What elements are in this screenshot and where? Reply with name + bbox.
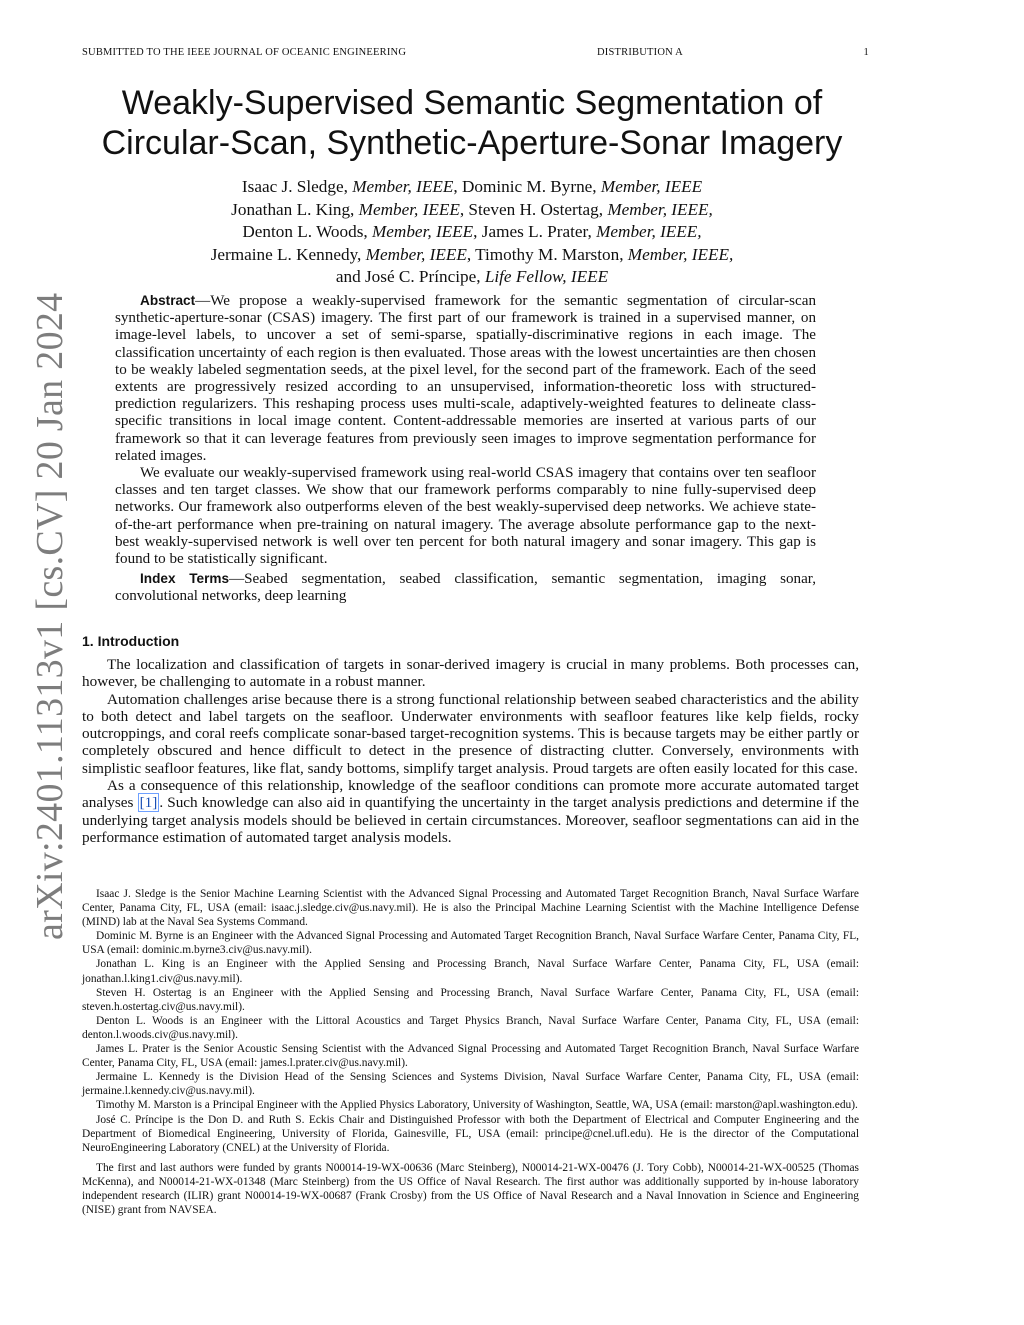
author-name: Jonathan L. King, <box>231 199 359 219</box>
index-terms-label: Index Terms <box>140 571 230 587</box>
body-paragraph: The localization and classification of targets in sonar-derived imagery is crucial in many problems. Both processes can, however, be challenging to automate in a robust manner. <box>82 656 859 691</box>
author-line <box>82 221 862 244</box>
abstract-text: —We propose a weakly-supervised framework for the semantic segmentation of circular-scan synthetic-aperture-sonar (CSAS) imagery. The first part of our framework is trained in a supervised manner, on image-level labels, to uncover a set of semi-sparse, spatially-discriminative regions in each image. The classification uncertainty of each region is then evaluated. Those areas with the lowest uncertainties are then chosen to be weakly labeled segmentation seeds, at the pixel level, for the second part of the framework. Each of the seed extents are progressively resized according to an unsupervised, information-theoretic loss with structured-prediction regularizers. This reshaping process uses multi-scale, adaptively-weighted features to delineate class-specific transitions in local image content. Content-addressable memories are inserted at various parts of our framework so that it can leverage features from previously seen images to improve segmentation performance for related images. <box>115 293 816 464</box>
author-role: Life Fellow, IEEE <box>484 267 609 287</box>
title-line-2: Circular-Scan, Synthetic-Aperture-Sonar Imagery <box>101 124 843 162</box>
footnote: Jermaine L. Kennedy is the Division Head of the Sensing Sciences and Systems Division, Naval Surface Warfare Center, Panama City, FL, USA (email: jermaine.l.kennedy.civ@us.navy.mil). <box>82 1071 859 1098</box>
footnote: Jonathan L. King is an Engineer with the Applied Sensing and Processing Branch, Naval Surface Warfare Center, Panama City, FL, USA (email: jonathan.l.king1.civ@us.navy.mil). <box>82 958 859 985</box>
author-separator: , <box>466 244 476 264</box>
funding-footnote: The first and last authors were funded by grants N00014-19-WX-00636 (Marc Steinberg), N00014-21-WX-00476 (J. Tory Cobb), N00014-21-WX-00525 (Thomas McKenna), and N00014-21-WX-01348 (Marc Steinberg) from the US Office of Naval Research. The first author was additionally supported by in-house laboratory independent research (ILIR) grant N00014-19-WX-00687 (Frank Crosby) from the US Office of Naval Research and a Naval Innovation in Science and Engineering (NISE) grant from NAVSEA. <box>82 1161 859 1217</box>
author-name: Dominic M. Byrne, <box>461 177 601 196</box>
author-separator: , <box>453 177 462 196</box>
author-name: Steven H. Ostertag, <box>468 199 608 219</box>
author-line <box>82 199 862 222</box>
section-heading: 1. Introduction <box>82 633 180 649</box>
title-line-1: Weakly-Supervised Semantic Segmentation of <box>121 84 823 122</box>
distribution-label: DISTRIBUTION A <box>597 47 683 58</box>
running-header <box>82 47 869 63</box>
author-list <box>82 176 862 289</box>
body-text: . Such knowledge can also aid in quantifying the uncertainty in the target analysis predictions and determine if the underlying target analysis models should be believed in certain circumstances. Moreover, seafloor segmentations can aid in the performance estimation of automated target analysis models. <box>82 794 859 846</box>
author-role: Member, IEEE, <box>607 199 713 219</box>
body-text: As a consequence of this relationship, knowledge of the seafloor conditions can promote more accurate automated target analyses <box>82 777 859 812</box>
footnote: Denton L. Woods is an Engineer with the Littoral Acoustics and Target Physics Branch, Naval Surface Warfare Center, Panama City, FL, USA (email: denton.l.woods.civ@us.navy.mil). <box>82 1014 859 1041</box>
abstract-paragraph <box>115 292 816 465</box>
author-role: Member, IEEE <box>371 222 474 242</box>
body-paragraph: Automation challenges arise because there is a strong functional relationship between seabed characteristics and the ability to both detect and label targets on the seafloor. Underwater environments with seafloor features like kelp fields, rocky outcroppings, and coral reefs complicate sonar-based target-recognition systems. This is because targets may be either partly or completely obscured and hence difficult to detect in the presence of distracting clutter. Conversely, environments with simplistic seafloor features, like flat, sandy bottoms, simplify target analysis. Proud targets are often easily located for this case. <box>82 690 859 777</box>
author-footnotes <box>82 887 859 1217</box>
author-line <box>82 244 862 267</box>
author-role: Member, IEEE <box>352 177 454 196</box>
author-line <box>82 266 862 289</box>
author-name: James L. Prater, <box>481 222 597 242</box>
author-role: Member, IEEE, <box>596 222 702 242</box>
index-terms-text: —Seabed segmentation, seabed classification, semantic segmentation, imaging sonar, convolutional networks, deep learning <box>115 571 816 605</box>
author-name: Timothy M. Marston, <box>475 244 628 264</box>
footnote: Timothy M. Marston is a Principal Engineer with the Applied Physics Laboratory, University of Washington, Seattle, WA, USA (email: marston@apl.washington.edu). <box>96 1099 858 1112</box>
citation-link[interactable]: [1] <box>139 794 158 812</box>
author-name: Denton L. Woods, <box>242 222 372 242</box>
index-terms <box>115 570 816 605</box>
page-number: 1 <box>863 47 869 58</box>
abstract <box>115 292 816 606</box>
arxiv-stamp: arXiv:2401.11313v1 [cs.CV] 20 Jan 2024 <box>29 292 71 940</box>
abstract-label: Abstract <box>140 293 196 308</box>
body-paragraph <box>82 777 859 846</box>
footnote: Steven H. Ostertag is an Engineer with the Applied Sensing and Processing Branch, Naval Surface Warfare Center, Panama City, FL, USA (email: steven.h.ostertag.civ@us.navy.mil). <box>82 986 859 1013</box>
author-role: Member, IEEE, <box>627 244 734 264</box>
introduction-body <box>82 656 859 846</box>
author-name: Isaac J. Sledge, <box>241 177 353 196</box>
author-separator: , <box>459 199 469 219</box>
footnote: James L. Prater is the Senior Acoustic Sensing Scientist with the Advanced Signal Processing and Automated Target Recognition Branch, Naval Surface Warfare Center, Panama City, FL, USA (email: james.l.prater.civ@us.navy.mil). <box>82 1043 859 1070</box>
author-role: Member, IEEE <box>600 177 703 196</box>
author-name: and José C. Príncipe, <box>335 267 485 287</box>
paper-title <box>82 83 862 163</box>
footnote: Dominic M. Byrne is an Engineer with the Advanced Signal Processing and Automated Target Recognition Branch, Naval Surface Warfare Center, Panama City, FL, USA (email: dominic.m.byrne3.civ@us.navy.mil). <box>82 930 859 957</box>
author-role: Member, IEEE <box>365 244 467 264</box>
abstract-paragraph: We evaluate our weakly-supervised framework using real-world CSAS imagery that contains over ten seafloor classes and ten target classes. We show that our framework performs comparably to nine fully-supervised deep networks. Our framework also outperforms eleven of the best weakly-supervised deep networks. We achieve state-of-the-art performance when pre-training on natural imagery. The average absolute performance gap to the next-best weakly-supervised network is well over ten percent for both natural imagery and sonar imagery. This gap is found to be statistically significant. <box>115 465 816 568</box>
author-role: Member, IEEE <box>358 199 460 219</box>
author-line <box>82 176 862 199</box>
footnote: Isaac J. Sledge is the Senior Machine Learning Scientist with the Advanced Signal Processing and Automated Target Recognition Branch, Naval Surface Warfare Center, Panama City, FL, USA (email: isaac.j.sledge.civ@us.navy.mil). He is also the Principal Machine Learning Scientist with the Machine Intelligence Defense (MIND) lab at the Naval Sea Systems Command. <box>82 888 859 929</box>
footnote: José C. Príncipe is the Don D. and Ruth S. Eckis Chair and Distinguished Professor with both the Department of Electrical and Computer Engineering and the Department of Biomedical Engineering, University of Florida, Gainesville, FL, USA (email: principe@cnel.ufl.edu). He is the director of the Computational NeuroEngineering Laboratory (CNEL) at the University of Florida. <box>82 1113 859 1154</box>
author-name: Jermaine L. Kennedy, <box>210 244 366 264</box>
author-separator: , <box>473 222 482 242</box>
journal-name: SUBMITTED TO THE IEEE JOURNAL OF OCEANIC ENGINEERING <box>82 47 407 58</box>
